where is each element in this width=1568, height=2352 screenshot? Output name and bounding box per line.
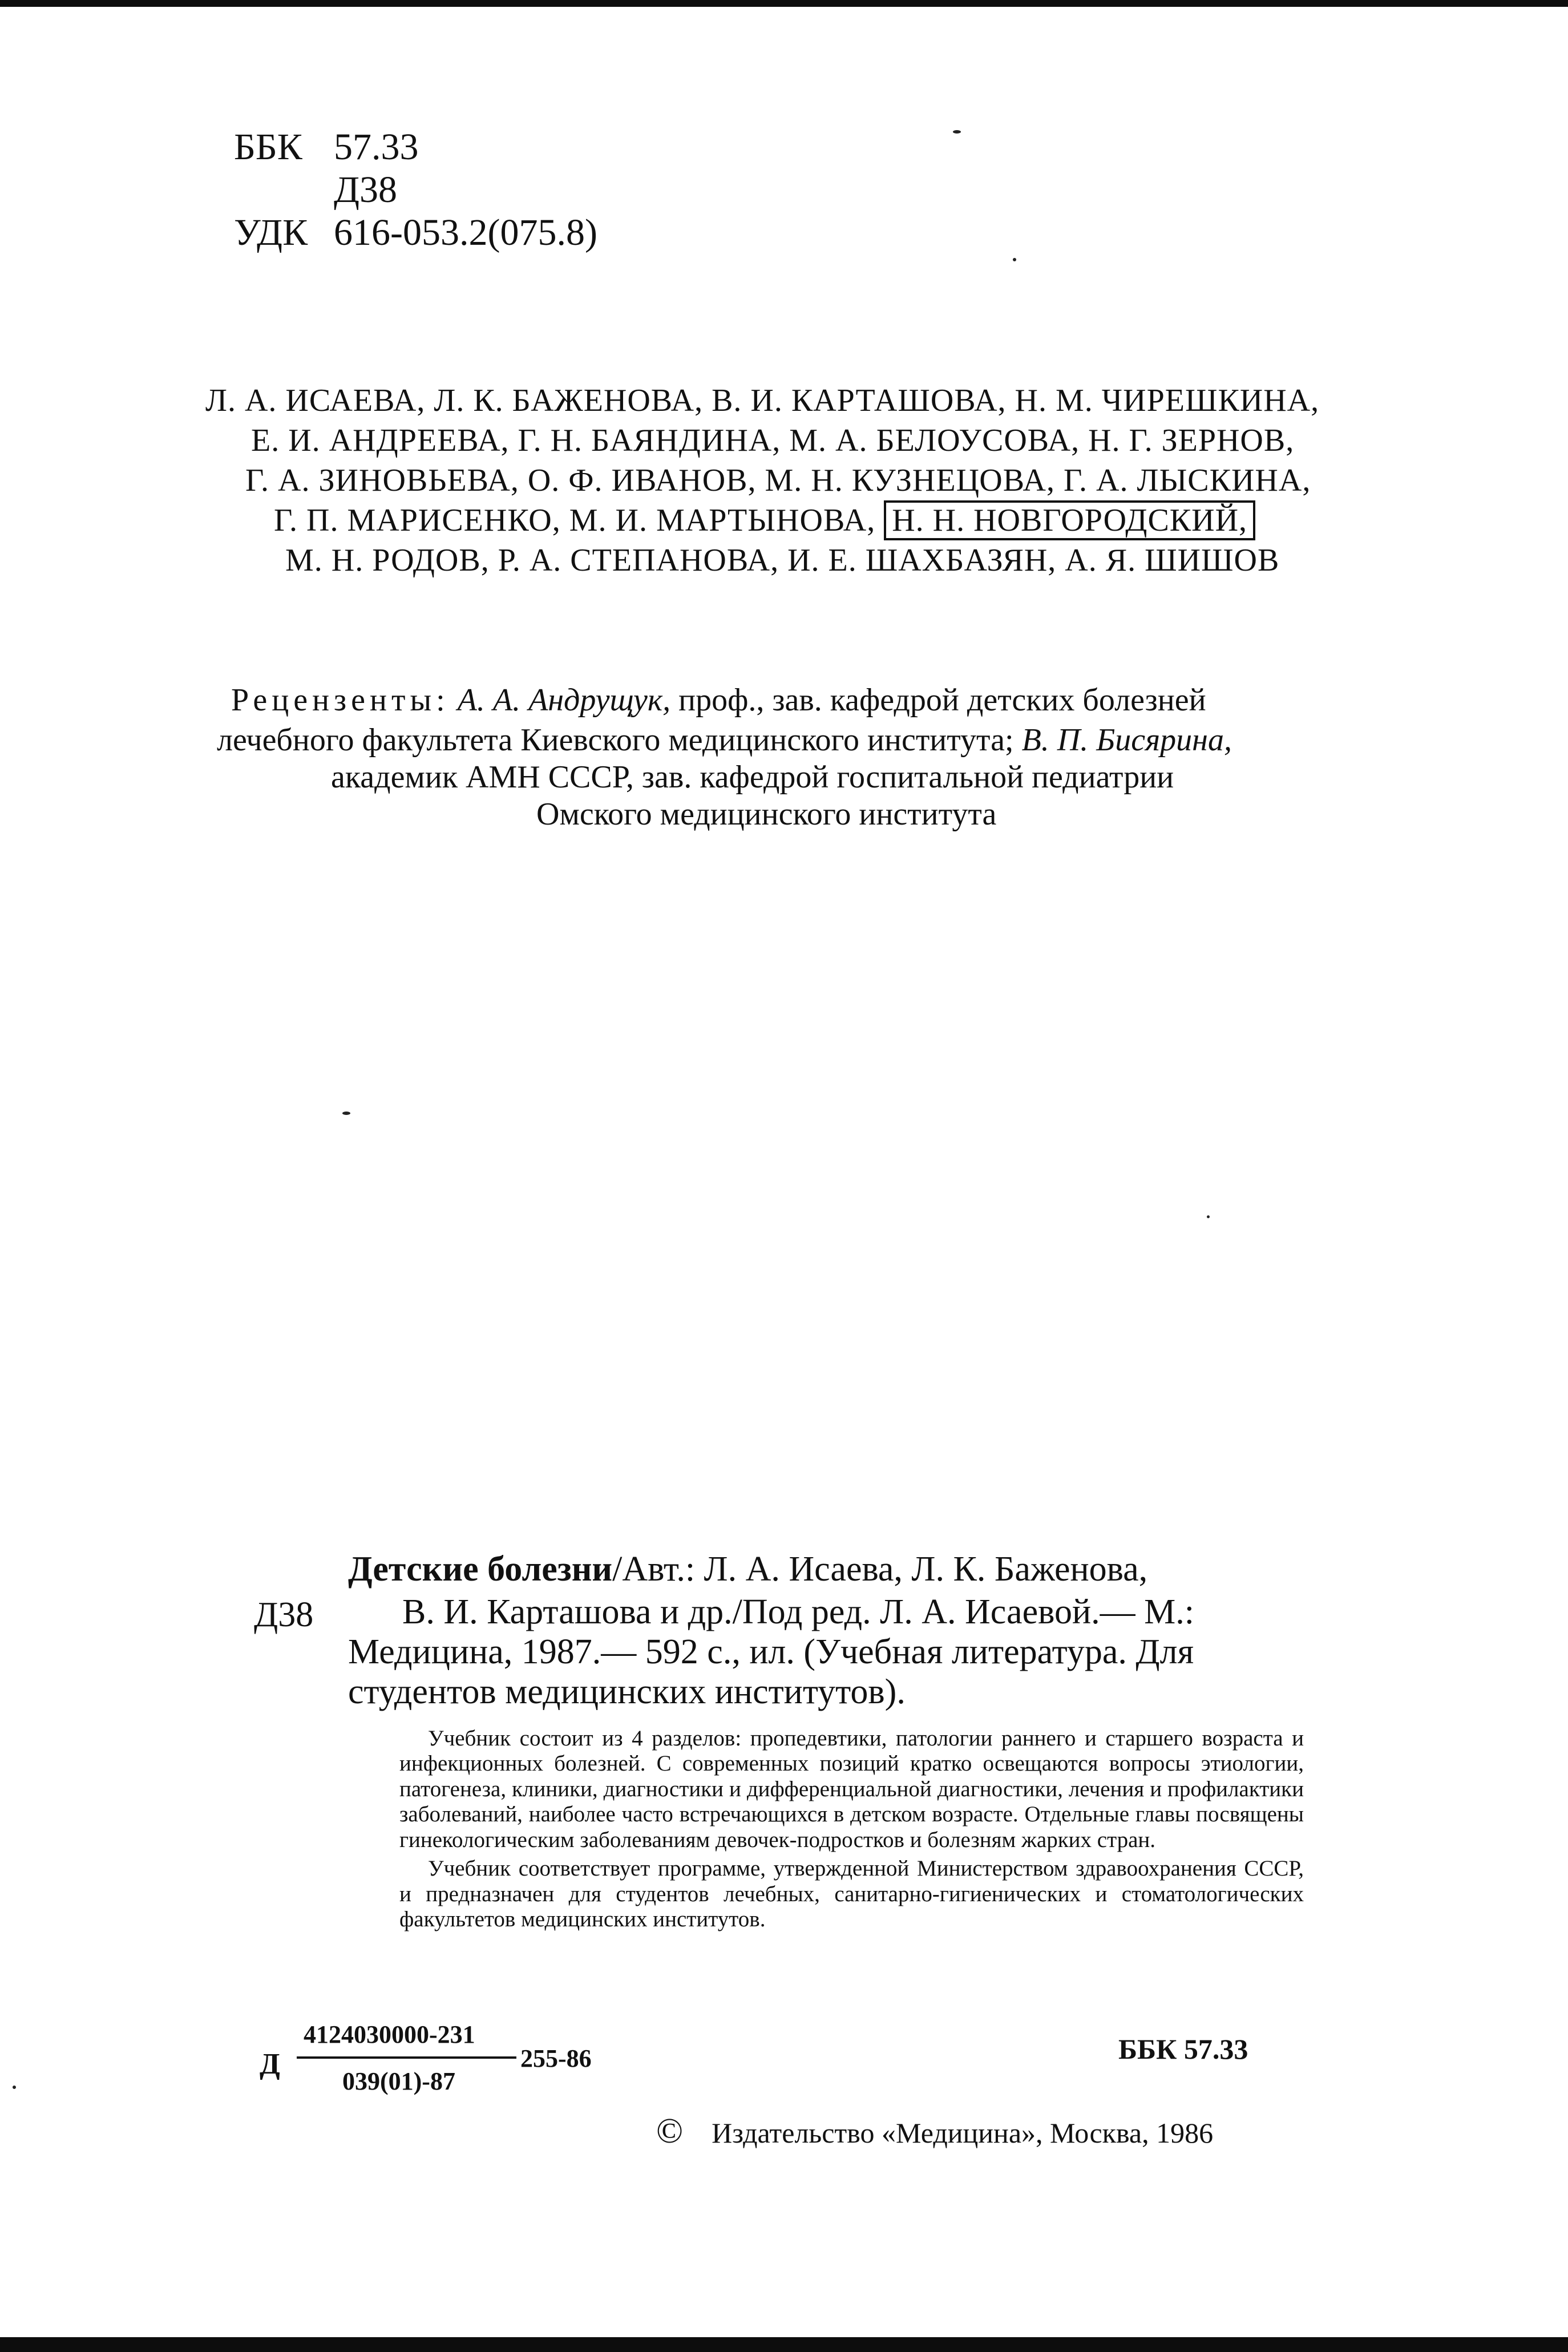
authors-line-4 <box>274 502 1259 539</box>
entry-authors: /Авт.: Л. А. Исаева, Л. К. Баженова, <box>612 1550 1148 1589</box>
boxed-author: Н. Н. НОВГОРОДСКИЙ, <box>884 500 1255 540</box>
index-numerator: 4124030000-231 <box>304 2020 475 2048</box>
authors-line-3: Г. А. ЗИНОВЬЕВА, О. Ф. ИВАНОВ, М. Н. КУЗНЕЦОВА, Г. А. ЛЫСКИНА, <box>245 463 1311 498</box>
authors-line-4-text: Г. П. МАРИСЕНКО, М. И. МАРТЫНОВА, <box>274 503 876 538</box>
fraction-line <box>297 2056 516 2059</box>
copyright-text: Издательство «Медицина», Москва, 1986 <box>712 2117 1214 2149</box>
reviewer-2-name: В. П. Бисярина, <box>1021 722 1232 758</box>
reviewers-label: Рецензенты: <box>231 682 450 718</box>
scan-speck <box>1013 258 1016 261</box>
scan-edge-top <box>0 0 1568 7</box>
index-suffix: 255-86 <box>520 2044 592 2072</box>
reviewers-line-4: Омского медицинского института <box>536 797 997 832</box>
bbk-label: ББК <box>234 126 302 168</box>
reviewer-1-name: А. А. Андрущук, <box>457 682 671 718</box>
copyright-symbol: © <box>656 2112 684 2151</box>
scan-speck <box>13 2086 16 2089</box>
udk-code: 616-053.2(075.8) <box>334 212 597 253</box>
reviewers-line-3: академик АМН СССР, зав. кафедрой госпитальной педиатрии <box>331 759 1174 795</box>
abstract-paragraph-2: Учебник соответствует программе, утвержденной Министерством здравоохранения СССР, и предназначен для студентов лечебных, санитарно-гигиенических и стоматологических факультетов медицинских институтов. <box>399 1856 1304 1932</box>
abstract-paragraph-1: Учебник состоит из 4 разделов: пропедевтики, патологии раннего и старшего возраста и инфекционных болезней. С современных позиций кратко освещаются вопросы этиологии, патогенеза, клиники, диагностики и дифференциальной диагностики, лечения и профилактики заболеваний, наиболее часто встречающихся в детском возрасте. Отдельные главы посвящены гинекологическим заболеваниям девочек-подростков и болезням жарких стран. <box>399 1726 1304 1852</box>
copyright-line <box>656 2111 1213 2152</box>
bbk-code-bottom: ББК 57.33 <box>1118 2033 1248 2065</box>
entry-mark: Д38 <box>254 1595 314 1634</box>
author-mark: Д38 <box>334 169 398 211</box>
entry-line-3: Медицина, 1987.— 592 с., ил. (Учебная литература. Для <box>348 1632 1194 1671</box>
entry-line-1 <box>348 1549 1147 1590</box>
authors-line-5: М. Н. РОДОВ, Р. А. СТЕПАНОВА, И. Е. ШАХБАЗЯН, А. Я. ШИШОВ <box>285 543 1280 578</box>
index-prefix: Д <box>260 2048 280 2080</box>
bbk-code: 57.33 <box>334 126 419 168</box>
reviewer-1-info: проф., зав. кафедрой детских болезней <box>678 682 1206 718</box>
entry-line-4: студентов медицинских институтов). <box>348 1672 906 1711</box>
scan-speck <box>953 130 961 134</box>
index-denominator: 039(01)-87 <box>342 2067 455 2095</box>
scan-speck <box>1207 1215 1210 1218</box>
book-title: Детские болезни <box>348 1550 613 1589</box>
authors-line-2: Е. И. АНДРЕЕВА, Г. Н. БАЯНДИНА, М. А. БЕЛОУСОВА, Н. Г. ЗЕРНОВ, <box>251 423 1295 458</box>
abstract <box>399 1726 1304 1936</box>
scan-edge-bottom <box>0 2337 1568 2352</box>
reviewers-line-2 <box>217 722 1232 758</box>
udk-label: УДК <box>234 212 308 253</box>
scan-speck <box>342 1112 350 1115</box>
reviewers-line-1 <box>231 682 1206 718</box>
authors-line-1: Л. А. ИСАЕВА, Л. К. БАЖЕНОВА, В. И. КАРТАШОВА, Н. М. ЧИРЕШКИНА, <box>205 383 1320 418</box>
entry-line-2: В. И. Карташова и др./Под ред. Л. А. Исаевой.— М.: <box>402 1593 1194 1631</box>
reviewer-1-institute: лечебного факультета Киевского медицинского института; <box>217 722 1014 758</box>
